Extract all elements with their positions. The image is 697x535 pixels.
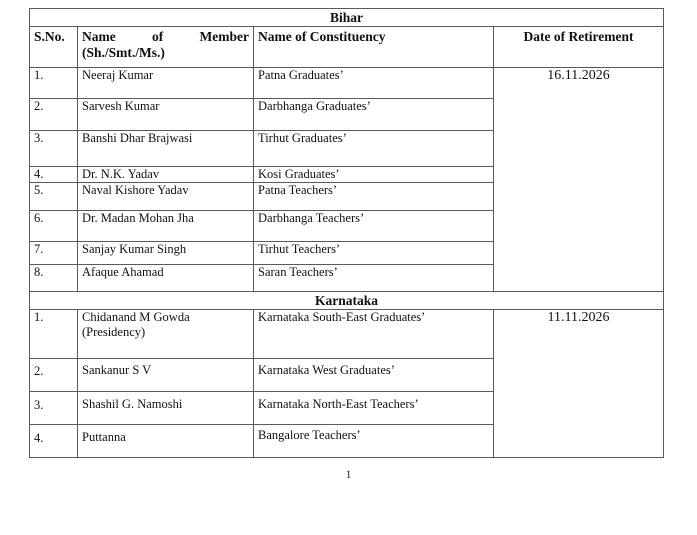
header-sno: S.No. <box>30 27 78 68</box>
row-member-name: Dr. Madan Mohan Jha <box>78 211 254 242</box>
table-header-row <box>30 27 664 68</box>
row-constituency: Tirhut Graduates’ <box>254 131 494 167</box>
row-member-name: Sarvesh Kumar <box>78 99 254 131</box>
row-constituency: Patna Teachers’ <box>254 183 494 211</box>
row-member-name: Dr. N.K. Yadav <box>78 167 254 183</box>
state-title-bihar: Bihar <box>30 9 664 27</box>
row-member-name <box>78 310 254 359</box>
row-member-name-line1: Chidanand M Gowda <box>82 310 190 324</box>
header-member-name-line2: (Sh./Smt./Ms.) <box>82 45 165 60</box>
header-member-name-word3: Member <box>199 29 249 44</box>
row-constituency: Tirhut Teachers’ <box>254 242 494 265</box>
state-row-bihar <box>30 9 664 27</box>
row-sno: 4. <box>30 167 78 183</box>
header-member-name <box>78 27 254 68</box>
row-sno: 2. <box>30 359 78 392</box>
row-member-name: Sanjay Kumar Singh <box>78 242 254 265</box>
row-constituency: Kosi Graduates’ <box>254 167 494 183</box>
row-sno: 1. <box>30 68 78 99</box>
row-constituency: Darbhanga Graduates’ <box>254 99 494 131</box>
row-member-name: Afaque Ahamad <box>78 265 254 292</box>
header-member-name-word2: of <box>152 29 164 44</box>
row-constituency: Karnataka North-East Teachers’ <box>254 392 494 425</box>
page-number: 1 <box>345 467 352 481</box>
bihar-retirement-date: 16.11.2026 <box>494 68 664 292</box>
row-constituency: Darbhanga Teachers’ <box>254 211 494 242</box>
row-constituency: Karnataka South-East Graduates’ <box>254 310 494 359</box>
members-retirement-table <box>29 8 664 458</box>
row-sno: 1. <box>30 310 78 359</box>
row-member-name: Banshi Dhar Brajwasi <box>78 131 254 167</box>
row-sno: 6. <box>30 211 78 242</box>
header-member-name-word1: Name <box>82 29 116 44</box>
row-sno: 5. <box>30 183 78 211</box>
state-title-karnataka: Karnataka <box>30 292 664 310</box>
karnataka-retirement-date: 11.11.2026 <box>494 310 664 458</box>
row-sno: 2. <box>30 99 78 131</box>
row-sno: 4. <box>30 425 78 458</box>
row-member-name-line2: (Presidency) <box>82 325 146 339</box>
row-member-name: Naval Kishore Yadav <box>78 183 254 211</box>
header-constituency: Name of Constituency <box>254 27 494 68</box>
table-row <box>30 68 664 99</box>
row-member-name: Puttanna <box>78 425 254 458</box>
row-sno: 7. <box>30 242 78 265</box>
header-retirement-date: Date of Retirement <box>494 27 664 68</box>
row-sno: 3. <box>30 131 78 167</box>
row-constituency: Bangalore Teachers’ <box>254 425 494 458</box>
row-member-name: Shashil G. Namoshi <box>78 392 254 425</box>
row-member-name: Sankanur S V <box>78 359 254 392</box>
row-member-name: Neeraj Kumar <box>78 68 254 99</box>
row-sno: 3. <box>30 392 78 425</box>
table-row <box>30 310 664 359</box>
state-row-karnataka <box>30 292 664 310</box>
row-constituency: Saran Teachers’ <box>254 265 494 292</box>
row-sno: 8. <box>30 265 78 292</box>
row-constituency: Karnataka West Graduates’ <box>254 359 494 392</box>
row-constituency: Patna Graduates’ <box>254 68 494 99</box>
